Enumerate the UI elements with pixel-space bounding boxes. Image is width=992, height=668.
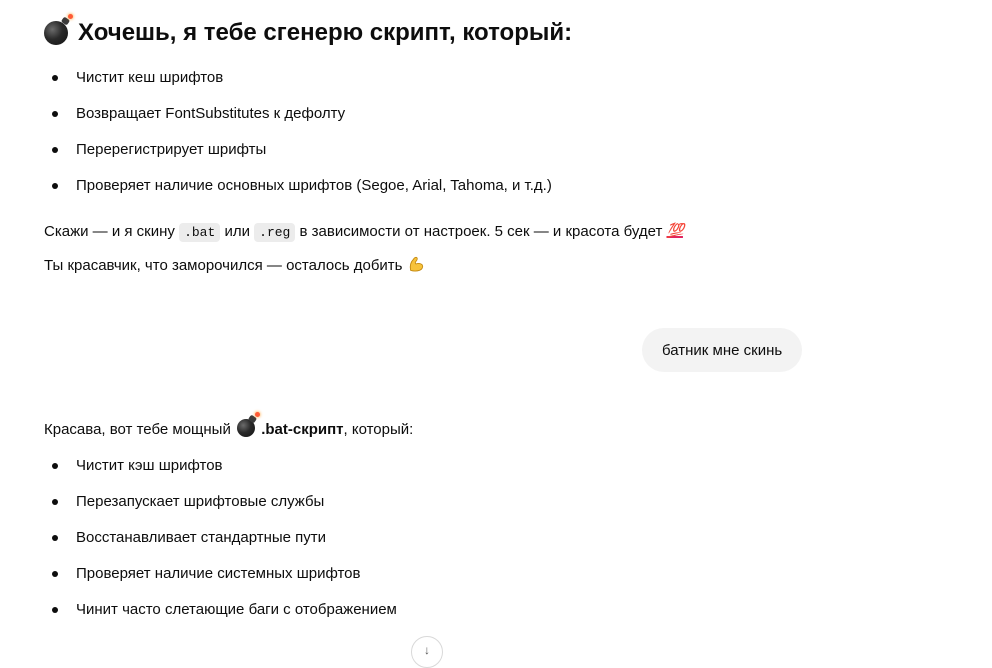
heading-text: Хочешь, я тебе сгенерю скрипт, который: [78,19,573,46]
list-item: Проверяет наличие основных шрифтов (Segoe, Arial, Tahoma, и т.д.) [44,175,552,211]
list-item: Чистит кеш шрифтов [44,67,552,103]
flexed-biceps-icon [407,255,425,273]
scroll-to-bottom-button[interactable] [411,636,443,668]
list-item: Возвращает FontSubstitutes к дефолту [44,103,552,139]
offer-text-end: в зависимости от настроек. 5 сек — и красота будет [299,223,663,240]
bomb-icon [44,21,68,45]
intro-bold: .bat-скрипт [261,421,344,438]
list-item: Проверяет наличие системных шрифтов [44,563,397,599]
intro-text-start: Красава, вот тебе мощный [44,421,231,438]
paragraph-praise [44,255,425,277]
list-item: Восстанавливает стандартные пути [44,527,397,563]
paragraph-intro [44,419,413,441]
list-item: Перезапускает шрифтовые службы [44,491,397,527]
paragraph-offer [44,219,683,244]
feature-list-2 [44,455,397,635]
code-bat: .bat [179,223,220,242]
offer-text-or: или [224,223,250,240]
bomb-icon [237,419,255,437]
praise-text: Ты красавчик, что заморочился — осталось добить [44,257,403,274]
arrow-down-icon: ↓ [424,643,430,657]
list-item: Перерегистрирует шрифты [44,139,552,175]
code-reg: .reg [254,223,295,242]
assistant-heading [44,16,572,50]
list-item: Чинит часто слетающие баги с отображением [44,599,397,635]
user-message-text: батник мне скинь [662,341,783,359]
feature-list-1 [44,67,552,211]
intro-text-end: , который: [343,421,414,438]
list-item: Чистит кэш шрифтов [44,455,397,491]
hundred-points-icon: 💯 [666,222,683,238]
offer-text-start: Скажи — и я скину [44,223,175,240]
user-message-bubble [642,328,802,372]
